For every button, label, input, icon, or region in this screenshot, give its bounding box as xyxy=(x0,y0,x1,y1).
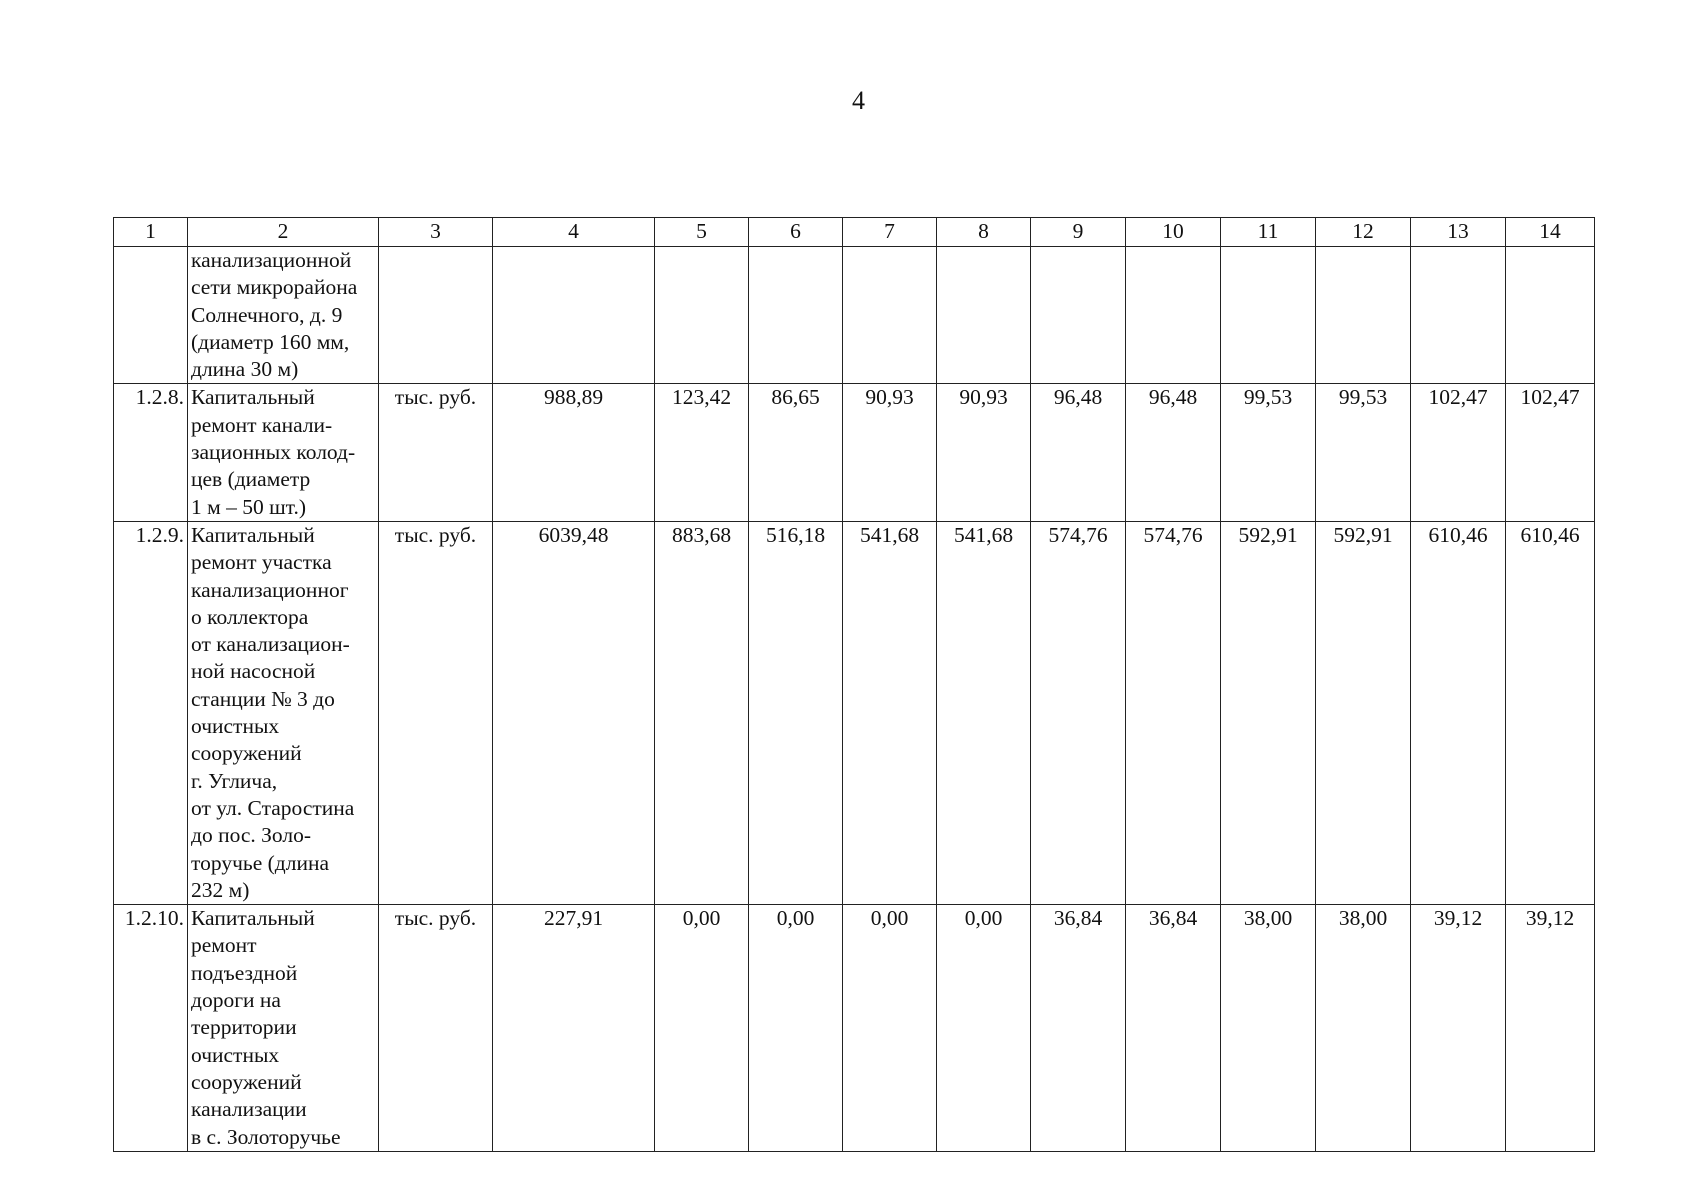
column-header: 3 xyxy=(379,218,493,247)
value-cell: 541,68 xyxy=(937,521,1031,904)
value-cell xyxy=(1506,247,1595,384)
description-line: длина 30 м) xyxy=(191,357,299,382)
description-line: Капитальный xyxy=(191,906,315,931)
column-header: 10 xyxy=(1126,218,1221,247)
value-cell: 39,12 xyxy=(1506,905,1595,1152)
budget-table xyxy=(113,217,1595,1152)
value-cell xyxy=(1316,247,1411,384)
description-line: в с. Золоторучье xyxy=(191,1124,341,1149)
description-line: сооружений xyxy=(191,1069,302,1094)
value-cell: 96,48 xyxy=(1126,384,1221,521)
description-line: 232 м) xyxy=(191,877,250,902)
description-line: Капитальный xyxy=(191,385,315,410)
value-cell: 0,00 xyxy=(937,905,1031,1152)
description-line: ной насосной xyxy=(191,659,316,684)
description-line: очистных xyxy=(191,1042,280,1067)
row-index: 1.2.9. xyxy=(114,521,188,904)
value-cell: 36,84 xyxy=(1031,905,1126,1152)
value-cell: 90,93 xyxy=(937,384,1031,521)
value-cell: 123,42 xyxy=(655,384,749,521)
value-cell xyxy=(1411,247,1506,384)
description-line: зационных колод- xyxy=(191,440,356,465)
description-line: торучье (длина xyxy=(191,850,329,875)
value-cell: 592,91 xyxy=(1316,521,1411,904)
description-line: ремонт канали- xyxy=(191,412,333,437)
column-header: 13 xyxy=(1411,218,1506,247)
description-line: от канализацион- xyxy=(191,632,350,657)
row-index: 1.2.8. xyxy=(114,384,188,521)
description-line: сети микрорайона xyxy=(191,275,358,300)
unit-cell xyxy=(379,247,493,384)
column-header: 2 xyxy=(188,218,379,247)
description-line: подъездной xyxy=(191,960,298,985)
description-line: (диаметр 160 мм, xyxy=(191,329,350,354)
value-cell: 227,91 xyxy=(493,905,655,1152)
item-description xyxy=(188,905,379,1152)
description-line: г. Углича, xyxy=(191,768,278,793)
header-row xyxy=(114,218,1595,247)
item-description xyxy=(188,384,379,521)
value-cell: 0,00 xyxy=(655,905,749,1152)
description-line: от ул. Старостина xyxy=(191,795,355,820)
value-cell: 0,00 xyxy=(749,905,843,1152)
column-header: 9 xyxy=(1031,218,1126,247)
value-cell xyxy=(1221,247,1316,384)
value-cell xyxy=(1126,247,1221,384)
value-cell: 38,00 xyxy=(1221,905,1316,1152)
value-cell xyxy=(937,247,1031,384)
item-description xyxy=(188,521,379,904)
description-line: Капитальный xyxy=(191,522,315,547)
value-cell: 6039,48 xyxy=(493,521,655,904)
value-cell xyxy=(1031,247,1126,384)
value-cell xyxy=(843,247,937,384)
table-row xyxy=(114,521,1595,904)
description-line: 1 м – 50 шт.) xyxy=(191,494,306,519)
value-cell: 541,68 xyxy=(843,521,937,904)
description-line: территории xyxy=(191,1015,297,1040)
value-cell: 86,65 xyxy=(749,384,843,521)
column-header: 12 xyxy=(1316,218,1411,247)
unit-cell: тыс. руб. xyxy=(379,905,493,1152)
value-cell: 96,48 xyxy=(1031,384,1126,521)
value-cell xyxy=(655,247,749,384)
description-line: канализации xyxy=(191,1097,307,1122)
page-number: 4 xyxy=(852,86,865,115)
table-row xyxy=(114,247,1595,384)
column-header: 8 xyxy=(937,218,1031,247)
value-cell: 574,76 xyxy=(1031,521,1126,904)
value-cell: 39,12 xyxy=(1411,905,1506,1152)
description-line: дороги на xyxy=(191,988,281,1013)
description-line: до пос. Золо- xyxy=(191,823,312,848)
description-line: ремонт xyxy=(191,933,257,958)
description-line: канализационной xyxy=(191,248,352,272)
column-header: 7 xyxy=(843,218,937,247)
value-cell: 90,93 xyxy=(843,384,937,521)
description-line: станции № 3 до xyxy=(191,686,335,711)
value-cell: 102,47 xyxy=(1506,384,1595,521)
column-header: 6 xyxy=(749,218,843,247)
table-row xyxy=(114,905,1595,1152)
value-cell: 38,00 xyxy=(1316,905,1411,1152)
column-header: 11 xyxy=(1221,218,1316,247)
value-cell: 610,46 xyxy=(1411,521,1506,904)
value-cell: 36,84 xyxy=(1126,905,1221,1152)
row-index xyxy=(114,247,188,384)
description-line: канализационног xyxy=(191,577,349,602)
description-line: Солнечного, д. 9 xyxy=(191,302,343,327)
value-cell xyxy=(749,247,843,384)
value-cell: 574,76 xyxy=(1126,521,1221,904)
value-cell: 883,68 xyxy=(655,521,749,904)
description-line: о коллектора xyxy=(191,604,309,629)
value-cell: 516,18 xyxy=(749,521,843,904)
value-cell: 610,46 xyxy=(1506,521,1595,904)
value-cell: 592,91 xyxy=(1221,521,1316,904)
description-line: ремонт участка xyxy=(191,550,332,575)
value-cell: 0,00 xyxy=(843,905,937,1152)
unit-cell: тыс. руб. xyxy=(379,384,493,521)
value-cell: 102,47 xyxy=(1411,384,1506,521)
value-cell: 988,89 xyxy=(493,384,655,521)
unit-cell: тыс. руб. xyxy=(379,521,493,904)
description-line: сооружений xyxy=(191,741,302,766)
value-cell xyxy=(493,247,655,384)
column-header: 14 xyxy=(1506,218,1595,247)
row-index: 1.2.10. xyxy=(114,905,188,1152)
item-description xyxy=(188,247,379,384)
description-line: очистных xyxy=(191,714,280,739)
column-header: 5 xyxy=(655,218,749,247)
column-header: 1 xyxy=(114,218,188,247)
value-cell: 99,53 xyxy=(1316,384,1411,521)
column-header: 4 xyxy=(493,218,655,247)
table-row xyxy=(114,384,1595,521)
value-cell: 99,53 xyxy=(1221,384,1316,521)
description-line: цев (диаметр xyxy=(191,467,311,492)
